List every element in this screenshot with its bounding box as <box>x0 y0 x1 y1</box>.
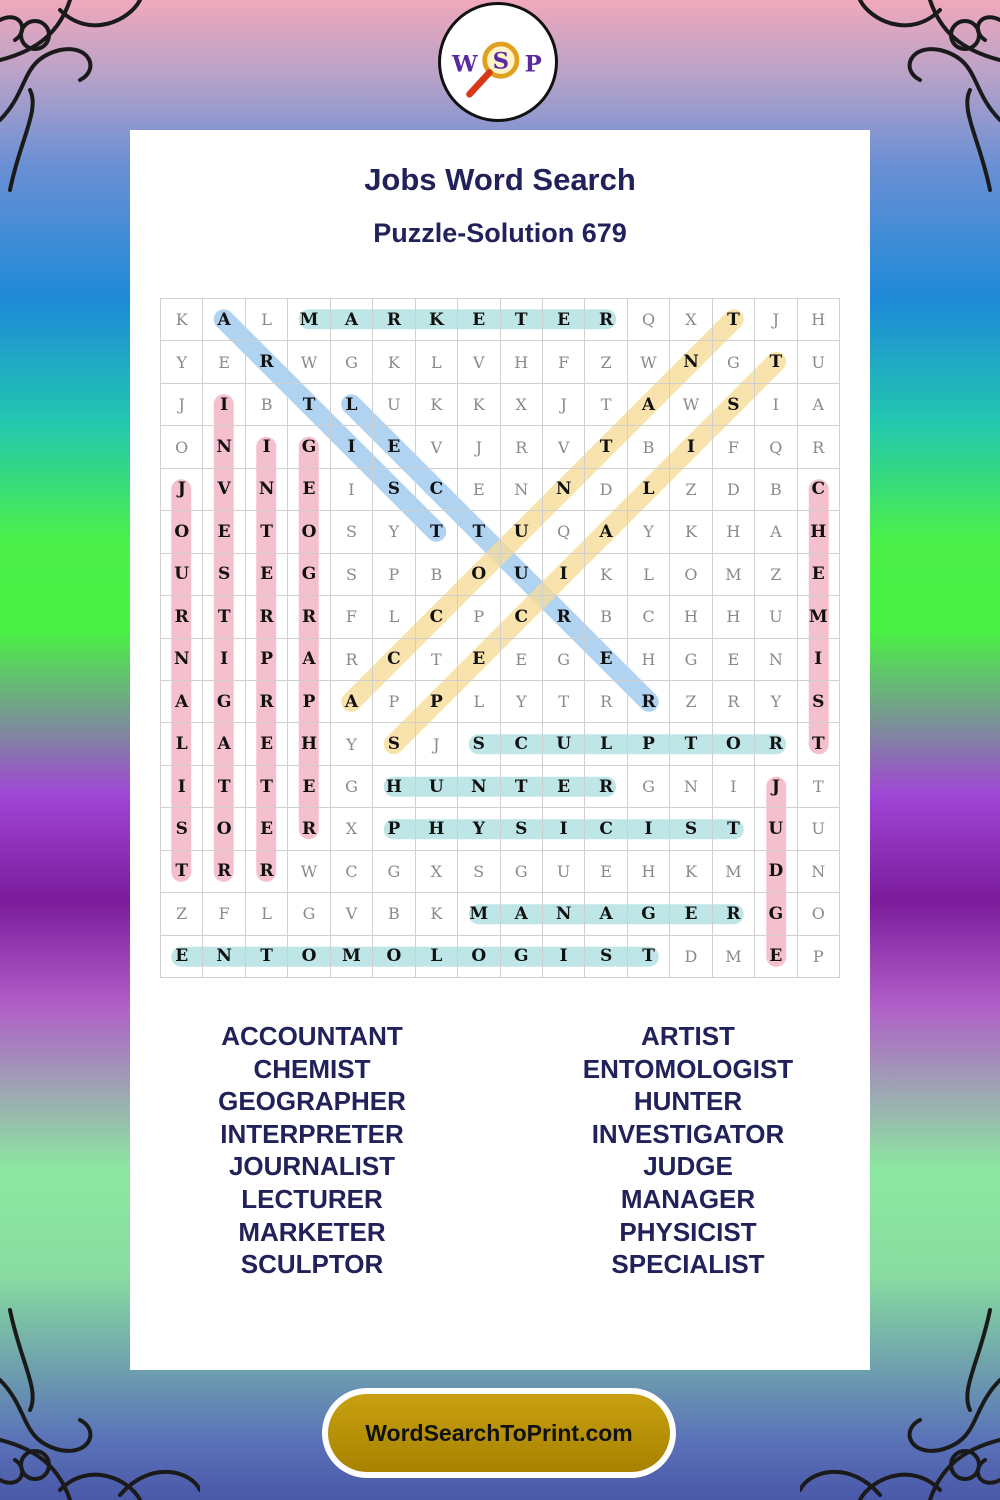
grid-cell: G <box>755 893 797 935</box>
grid-cell: G <box>373 851 415 893</box>
grid-cell: N <box>161 639 203 681</box>
word-list-item: ENTOMOLOGIST <box>582 1053 794 1084</box>
grid-cell: I <box>203 639 245 681</box>
grid-cell: L <box>458 681 500 723</box>
grid-cell: S <box>331 511 373 553</box>
wsp-logo <box>438 2 558 122</box>
grid-cell: N <box>755 639 797 681</box>
grid-cell: Z <box>755 554 797 596</box>
grid-cell: E <box>543 299 585 341</box>
grid-cell: M <box>713 851 755 893</box>
grid-cell: T <box>585 426 627 468</box>
grid-cell: N <box>458 766 500 808</box>
grid-cell: I <box>543 808 585 850</box>
grid-cell: L <box>161 723 203 765</box>
grid-cell: A <box>755 511 797 553</box>
grid-cell: G <box>628 893 670 935</box>
grid-cell: Y <box>755 681 797 723</box>
grid-cell: R <box>713 681 755 723</box>
grid-cell: O <box>713 723 755 765</box>
grid-cell: B <box>628 426 670 468</box>
word-list-item: ACCOUNTANT <box>221 1021 403 1051</box>
grid-cell: N <box>246 469 288 511</box>
grid-cell: Q <box>628 299 670 341</box>
grid-cell: F <box>331 596 373 638</box>
grid-cell: H <box>798 511 840 553</box>
grid-cell: T <box>246 766 288 808</box>
grid-cell: R <box>798 426 840 468</box>
grid-cell: F <box>203 893 245 935</box>
grid-cell: I <box>543 936 585 978</box>
grid-cell: Y <box>458 808 500 850</box>
grid-cell: H <box>628 639 670 681</box>
grid-cell: G <box>670 639 712 681</box>
grid-cell: L <box>585 723 627 765</box>
grid-cell: G <box>501 936 543 978</box>
grid-cell: W <box>670 384 712 426</box>
grid-cell: Z <box>161 893 203 935</box>
grid-cell: T <box>246 936 288 978</box>
grid-cell: C <box>798 469 840 511</box>
grid-cell: P <box>458 596 500 638</box>
grid-cell: C <box>585 808 627 850</box>
grid-cell: G <box>331 766 373 808</box>
grid-cell: X <box>501 384 543 426</box>
grid-cell: B <box>585 596 627 638</box>
logo-letter-s: S <box>492 48 510 75</box>
grid-cell: E <box>203 341 245 383</box>
grid-cell: N <box>501 469 543 511</box>
grid-cell: D <box>713 469 755 511</box>
word-list-left <box>142 1020 482 1281</box>
grid-cell: R <box>628 681 670 723</box>
grid-cell: L <box>416 936 458 978</box>
grid-cell: R <box>755 723 797 765</box>
grid-cell: U <box>755 596 797 638</box>
grid-cell: K <box>161 299 203 341</box>
grid-cell: T <box>670 723 712 765</box>
grid-cell: O <box>203 808 245 850</box>
grid-cell: X <box>416 851 458 893</box>
grid-cell: V <box>331 893 373 935</box>
grid-cell: B <box>246 384 288 426</box>
grid-cell: C <box>416 596 458 638</box>
grid-cell: L <box>416 341 458 383</box>
grid-cell: D <box>670 936 712 978</box>
grid-cell: H <box>628 851 670 893</box>
grid-cell: P <box>288 681 330 723</box>
grid-cell: G <box>288 426 330 468</box>
grid-cell: S <box>331 554 373 596</box>
grid-cell: H <box>288 723 330 765</box>
grid-cell: S <box>458 723 500 765</box>
grid-cell: E <box>246 554 288 596</box>
word-list-item: INTERPRETER <box>220 1118 404 1149</box>
grid-cell: X <box>331 808 373 850</box>
grid-cell: A <box>288 639 330 681</box>
grid-cell: N <box>203 936 245 978</box>
grid-cell: M <box>331 936 373 978</box>
grid-cell: K <box>458 384 500 426</box>
grid-cell: R <box>331 639 373 681</box>
grid-cell: S <box>161 808 203 850</box>
grid-cell: Z <box>670 681 712 723</box>
grid-cell: K <box>416 299 458 341</box>
grid-cell: U <box>501 511 543 553</box>
grid-cell: Z <box>585 341 627 383</box>
grid-cell: A <box>585 511 627 553</box>
grid-cell: M <box>713 554 755 596</box>
word-list-item: LECTURER <box>241 1183 383 1214</box>
grid-cell: R <box>246 681 288 723</box>
grid-cell: T <box>585 384 627 426</box>
grid-cell: P <box>628 723 670 765</box>
grid-cell: G <box>628 766 670 808</box>
grid-cell: S <box>373 469 415 511</box>
letter-grid <box>160 298 840 978</box>
word-list-item: CHEMIST <box>253 1053 371 1084</box>
grid-cell: U <box>416 766 458 808</box>
grid-cell: W <box>288 851 330 893</box>
grid-cell: J <box>755 299 797 341</box>
grid-cell: C <box>501 596 543 638</box>
word-list-item: GEOGRAPHER <box>218 1086 406 1117</box>
grid-cell: T <box>628 936 670 978</box>
grid-cell: M <box>458 893 500 935</box>
grid-cell: R <box>246 596 288 638</box>
grid-cell: P <box>246 639 288 681</box>
word-list-item: JUDGE <box>643 1151 733 1182</box>
word-list-item: SCULPTOR <box>240 1249 384 1280</box>
grid-cell: E <box>246 808 288 850</box>
grid-cell: T <box>798 766 840 808</box>
grid-cell: I <box>203 384 245 426</box>
grid-cell: E <box>203 511 245 553</box>
grid-cell: K <box>670 851 712 893</box>
grid-cell: H <box>713 511 755 553</box>
grid-cell: T <box>713 299 755 341</box>
grid-cell: I <box>543 554 585 596</box>
grid-cell: E <box>670 893 712 935</box>
grid-cell: M <box>713 936 755 978</box>
grid-cell: U <box>798 341 840 383</box>
grid-cell: A <box>203 299 245 341</box>
grid-cell: T <box>501 766 543 808</box>
grid-cell: J <box>161 384 203 426</box>
grid-cell: G <box>543 639 585 681</box>
grid-cell: O <box>670 554 712 596</box>
grid-cell: G <box>501 851 543 893</box>
grid-cell: E <box>755 936 797 978</box>
grid-cell: A <box>161 681 203 723</box>
grid-cell: U <box>501 554 543 596</box>
grid-cell: U <box>755 808 797 850</box>
grid-cell: V <box>203 469 245 511</box>
grid-cell: W <box>288 341 330 383</box>
grid-cell: G <box>288 554 330 596</box>
grid-cell: T <box>501 299 543 341</box>
grid-cell: L <box>331 384 373 426</box>
grid-cell: R <box>585 299 627 341</box>
grid-cell: S <box>501 808 543 850</box>
grid-cell: U <box>543 723 585 765</box>
word-list-item: INVESTIGATOR <box>591 1118 785 1149</box>
grid-cell: O <box>458 554 500 596</box>
grid-cell: G <box>203 681 245 723</box>
grid-cell: Y <box>628 511 670 553</box>
grid-cell: P <box>416 681 458 723</box>
grid-cell: O <box>161 426 203 468</box>
grid-cell: H <box>713 596 755 638</box>
grid-cell: N <box>203 426 245 468</box>
grid-cell: S <box>713 384 755 426</box>
grid-cell: P <box>373 554 415 596</box>
grid-cell: I <box>713 766 755 808</box>
grid-cell: N <box>670 766 712 808</box>
word-list-right <box>518 1020 858 1281</box>
site-link-label: WordSearchToPrint.com <box>328 1394 670 1472</box>
grid-cell: N <box>543 893 585 935</box>
grid-cell: J <box>543 384 585 426</box>
grid-cell: S <box>670 808 712 850</box>
grid-cell: B <box>755 469 797 511</box>
grid-cell: K <box>373 341 415 383</box>
grid-cell: V <box>416 426 458 468</box>
grid-cell: T <box>203 766 245 808</box>
grid-cell: L <box>628 554 670 596</box>
grid-cell: E <box>246 723 288 765</box>
grid-cell: J <box>161 469 203 511</box>
grid-cell: W <box>628 341 670 383</box>
grid-cell: J <box>416 723 458 765</box>
grid-cell: E <box>798 554 840 596</box>
grid-cell: C <box>331 851 373 893</box>
grid-cell: K <box>670 511 712 553</box>
grid-cell: T <box>713 808 755 850</box>
grid-cell: T <box>543 681 585 723</box>
grid-cell: V <box>543 426 585 468</box>
grid-cell: S <box>585 936 627 978</box>
grid-cell: E <box>585 639 627 681</box>
grid-cell: L <box>373 596 415 638</box>
grid-cell: N <box>670 341 712 383</box>
grid-cell: P <box>373 808 415 850</box>
grid-cell: L <box>246 299 288 341</box>
grid-cell: H <box>670 596 712 638</box>
grid-cell: T <box>458 511 500 553</box>
grid-cell: F <box>713 426 755 468</box>
grid-cell: P <box>373 681 415 723</box>
grid-cell: S <box>203 554 245 596</box>
site-link-button[interactable] <box>322 1388 676 1478</box>
grid-cell: H <box>501 341 543 383</box>
grid-cell: R <box>373 299 415 341</box>
grid-cell: I <box>246 426 288 468</box>
grid-cell: O <box>288 511 330 553</box>
page-subtitle: Puzzle-Solution 679 <box>373 218 627 248</box>
grid-cell: O <box>458 936 500 978</box>
grid-cell: Y <box>501 681 543 723</box>
word-search-grid <box>160 298 840 978</box>
grid-cell: E <box>585 851 627 893</box>
grid-cell: G <box>713 341 755 383</box>
grid-cell: E <box>288 469 330 511</box>
grid-cell: O <box>161 511 203 553</box>
grid-cell: Y <box>161 341 203 383</box>
grid-cell: K <box>416 893 458 935</box>
grid-cell: U <box>373 384 415 426</box>
grid-cell: I <box>755 384 797 426</box>
grid-cell: I <box>161 766 203 808</box>
grid-cell: L <box>246 893 288 935</box>
grid-cell: R <box>203 851 245 893</box>
grid-cell: E <box>373 426 415 468</box>
grid-cell: R <box>246 341 288 383</box>
grid-cell: B <box>416 554 458 596</box>
grid-cell: T <box>203 596 245 638</box>
grid-cell: R <box>246 851 288 893</box>
grid-cell: T <box>755 341 797 383</box>
grid-cell: C <box>501 723 543 765</box>
grid-cell: Y <box>373 511 415 553</box>
grid-cell: E <box>458 639 500 681</box>
grid-cell: E <box>543 766 585 808</box>
grid-cell: F <box>543 341 585 383</box>
grid-cell: A <box>203 723 245 765</box>
grid-cell: P <box>798 936 840 978</box>
grid-cell: E <box>458 299 500 341</box>
page-title: Jobs Word Search <box>364 162 636 197</box>
grid-cell: I <box>798 639 840 681</box>
grid-cell: I <box>331 469 373 511</box>
word-list-item: SPECIALIST <box>611 1249 765 1280</box>
grid-cell: A <box>628 384 670 426</box>
grid-cell: H <box>373 766 415 808</box>
grid-cell: U <box>543 851 585 893</box>
grid-cell: I <box>628 808 670 850</box>
grid-cell: G <box>331 341 373 383</box>
grid-cell: A <box>331 681 373 723</box>
grid-cell: T <box>288 384 330 426</box>
grid-cell: M <box>288 299 330 341</box>
word-list-item: PHYSICIST <box>619 1216 757 1247</box>
grid-cell: N <box>798 851 840 893</box>
grid-cell: N <box>543 469 585 511</box>
grid-cell: Z <box>670 469 712 511</box>
grid-cell: R <box>288 808 330 850</box>
grid-cell: R <box>501 426 543 468</box>
grid-cell: E <box>713 639 755 681</box>
grid-cell: R <box>161 596 203 638</box>
grid-cell: E <box>288 766 330 808</box>
grid-cell: A <box>331 299 373 341</box>
grid-cell: K <box>585 554 627 596</box>
grid-cell: R <box>288 596 330 638</box>
grid-cell: Q <box>543 511 585 553</box>
grid-cell: R <box>585 681 627 723</box>
grid-cell: L <box>628 469 670 511</box>
word-list-item: MARKETER <box>238 1216 386 1247</box>
word-list-item: JOURNALIST <box>228 1151 396 1182</box>
grid-cell: B <box>373 893 415 935</box>
grid-cell: S <box>458 851 500 893</box>
grid-cell: G <box>288 893 330 935</box>
grid-cell: D <box>585 469 627 511</box>
grid-cell: O <box>373 936 415 978</box>
grid-cell: J <box>755 766 797 808</box>
grid-cell: S <box>373 723 415 765</box>
grid-cell: H <box>798 299 840 341</box>
grid-cell: T <box>161 851 203 893</box>
grid-cell: T <box>246 511 288 553</box>
grid-cell: T <box>416 639 458 681</box>
grid-cell: K <box>416 384 458 426</box>
logo-letter-w: W <box>451 51 478 78</box>
grid-cell: E <box>161 936 203 978</box>
grid-cell: J <box>458 426 500 468</box>
grid-cell: Q <box>755 426 797 468</box>
grid-cell: M <box>798 596 840 638</box>
grid-cell: R <box>713 893 755 935</box>
word-list-item: ARTIST <box>641 1021 735 1051</box>
grid-cell: T <box>798 723 840 765</box>
word-list-item: HUNTER <box>633 1086 743 1117</box>
grid-cell: C <box>416 469 458 511</box>
grid-cell: R <box>585 766 627 808</box>
grid-cell: I <box>670 426 712 468</box>
grid-cell: Y <box>331 723 373 765</box>
grid-cell: R <box>543 596 585 638</box>
grid-cell: O <box>798 893 840 935</box>
grid-cell: X <box>670 299 712 341</box>
grid-cell: E <box>501 639 543 681</box>
grid-cell: U <box>798 808 840 850</box>
grid-cell: H <box>416 808 458 850</box>
grid-cell: A <box>798 384 840 426</box>
grid-cell: O <box>288 936 330 978</box>
word-list-item: MANAGER <box>620 1183 756 1214</box>
grid-cell: A <box>585 893 627 935</box>
grid-cell: S <box>798 681 840 723</box>
grid-cell: C <box>628 596 670 638</box>
grid-cell: A <box>501 893 543 935</box>
grid-cell: U <box>161 554 203 596</box>
grid-cell: E <box>458 469 500 511</box>
grid-cell: T <box>416 511 458 553</box>
grid-cell: I <box>331 426 373 468</box>
grid-cell: V <box>458 341 500 383</box>
logo-letter-p: P <box>524 51 542 78</box>
grid-cell: C <box>373 639 415 681</box>
grid-cell: D <box>755 851 797 893</box>
